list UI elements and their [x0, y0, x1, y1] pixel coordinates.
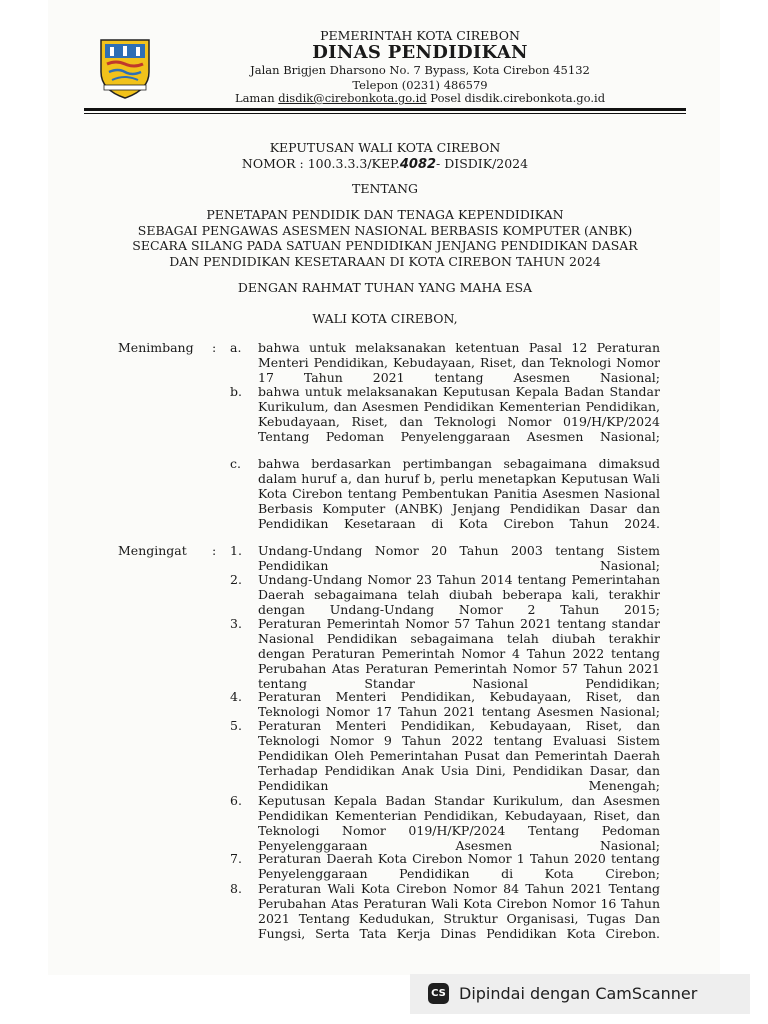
subject-line: PENETAPAN PENDIDIK DAN TENAGA KEPENDIDIKAN: [206, 207, 564, 222]
item-text: Undang-Undang Nomor 20 Tahun 2003 tentang Sistem Pendidikan Nasional;: [258, 543, 660, 573]
item-marker: a.: [230, 340, 242, 355]
item-marker: c.: [230, 456, 241, 471]
item-text: Peraturan Daerah Kota Cirebon Nomor 1 Tahun 2020 tentang Penyelenggaraan Pendidikan di Kota Cirebon;: [258, 851, 660, 881]
item-text: Keputusan Kepala Badan Standar Kurikulum, dan Asesmen Pendidikan Kementerian Pendidikan, Kebudayaan, Riset, dan Teknologi Nomor 019/H/KP/2024 Tentang Pedoman Penyelenggaraan Asesmen Nasional;: [258, 793, 660, 853]
item-marker: 2.: [230, 572, 242, 587]
item-text: Peraturan Menteri Pendidikan, Kebudayaan, Riset, dan Teknologi Nomor 9 Tahun 2022 tentang Evaluasi Sistem Pendidikan Oleh Pemerintahan Pusat dan Pemerintah Daerah Terhadap Pendidikan Anak Usia Dini, Pendidikan Dasar, dan Pendidikan Menengah;: [258, 718, 660, 793]
menimbang-label: Menimbang: [118, 340, 194, 355]
item-text: Peraturan Wali Kota Cirebon Nomor 84 Tahun 2021 Tentang Perubahan Atas Peraturan Wali Kota Cirebon Nomor 16 Tahun 2021 Tentang Kedudukan, Struktur Organisasi, Tugas Dan Fungsi, Serta Tata Kerja Dinas Pendidikan Kota Cirebon.: [258, 881, 660, 941]
office-phone: Telepon (0231) 486579: [352, 78, 488, 92]
decree-about: TENTANG: [351, 181, 418, 196]
number-prefix: NOMOR : 100.3.3.3/KEP.: [241, 156, 400, 171]
email-text: Posel disdik.cirebonkota.go.id: [430, 91, 606, 105]
subject-line: SEBAGAI PENGAWAS ASESMEN NASIONAL BERBASIS KOMPUTER (ANBK): [137, 222, 633, 238]
mengingat-label: Mengingat: [118, 543, 187, 558]
decree-authority: WALI KOTA CIREBON,: [312, 311, 458, 326]
item-marker: 4.: [230, 689, 242, 704]
decree-title: KEPUTUSAN WALI KOTA CIREBON: [269, 140, 501, 155]
item-marker: 5.: [230, 718, 242, 733]
letterhead-rule-thin: [84, 113, 686, 114]
decree-number: [84, 156, 686, 172]
item-text: Undang-Undang Nomor 23 Tahun 2014 tentang Pemerintahan Daerah sebagaimana telah diubah beberapa kali, terakhir dengan Undang-Undang Nomor 2 Tahun 2015;: [258, 572, 660, 617]
camscanner-logo-icon: CS: [428, 983, 449, 1004]
subject-line: DAN PENDIDIKAN KESETARAAN DI KOTA CIREBON TAHUN 2024: [169, 253, 601, 269]
item-marker: 8.: [230, 881, 242, 896]
web-label: Laman: [234, 91, 275, 105]
item-marker: 1.: [230, 543, 242, 558]
government-name: PEMERINTAH KOTA CIREBON: [320, 28, 520, 43]
item-marker: 7.: [230, 851, 242, 866]
item-text: bahwa untuk melaksanakan ketentuan Pasal 12 Peraturan Menteri Pendidikan, Kebudayaan, Riset, dan Teknologi Nomor 17 Tahun 2021 tentang Asesmen Nasional;: [258, 340, 660, 385]
mengingat-colon: :: [212, 543, 217, 558]
camscanner-text: Dipindai dengan CamScanner: [459, 984, 698, 1003]
letterhead-rule-thick: [84, 108, 686, 111]
item-text: bahwa untuk melaksanakan Keputusan Kepala Badan Standar Kurikulum, dan Asesmen Pendidikan Kementerian Pendidikan, Kebudayaan, Riset, dan Teknologi Nomor 019/H/KP/2024 Tentang Pedoman Penyelenggaraan Asesmen Nasional;: [258, 384, 660, 444]
camscanner-badge: [410, 974, 750, 1014]
decree-subject: [84, 207, 686, 269]
item-text: Peraturan Menteri Pendidikan, Kebudayaan, Riset, dan Teknologi Nomor 17 Tahun 2021 tentang Asesmen Nasional;: [258, 689, 660, 719]
item-marker: 3.: [230, 616, 242, 631]
office-address: Jalan Brigjen Dharsono No. 7 Bypass, Kota Cirebon 45132: [250, 63, 590, 77]
item-text: Peraturan Pemerintah Nomor 57 Tahun 2021 tentang standar Nasional Pendidikan sebagaimana telah diubah terakhir dengan Peraturan Pemerintah Nomor 4 Tahun 2022 tentang Perubahan Atas Peraturan Pemerintah Nomor 57 Tahun 2021 tentang Standar Nasional Pendidikan;: [258, 616, 660, 691]
decree-blessing: DENGAN RAHMAT TUHAN YANG MAHA ESA: [237, 280, 533, 295]
office-web: [160, 91, 680, 105]
number-suffix: - DISDIK/2024: [436, 156, 529, 171]
web-link[interactable]: disdik@cirebonkota.go.id: [278, 91, 427, 105]
item-marker: b.: [230, 384, 242, 399]
item-marker: 6.: [230, 793, 242, 808]
menimbang-colon: :: [212, 340, 217, 355]
handwritten-number: 4082: [399, 157, 437, 172]
item-text: bahwa berdasarkan pertimbangan sebagaimana dimaksud dalam huruf a, dan huruf b, perlu menetapkan Keputusan Wali Kota Cirebon tentang Pembentukan Panitia Asesmen Nasional Berbasis Komputer (ANBK) Jenjang Pendidikan Dasar dan Pendidikan Kesetaraan di Kota Cirebon Tahun 2024.: [258, 456, 660, 531]
subject-line: SECARA SILANG PADA SATUAN PENDIDIKAN JENJANG PENDIDIKAN DASAR: [132, 238, 638, 253]
department-name: DINAS PENDIDIKAN: [312, 42, 528, 63]
city-emblem-icon: [98, 38, 152, 100]
